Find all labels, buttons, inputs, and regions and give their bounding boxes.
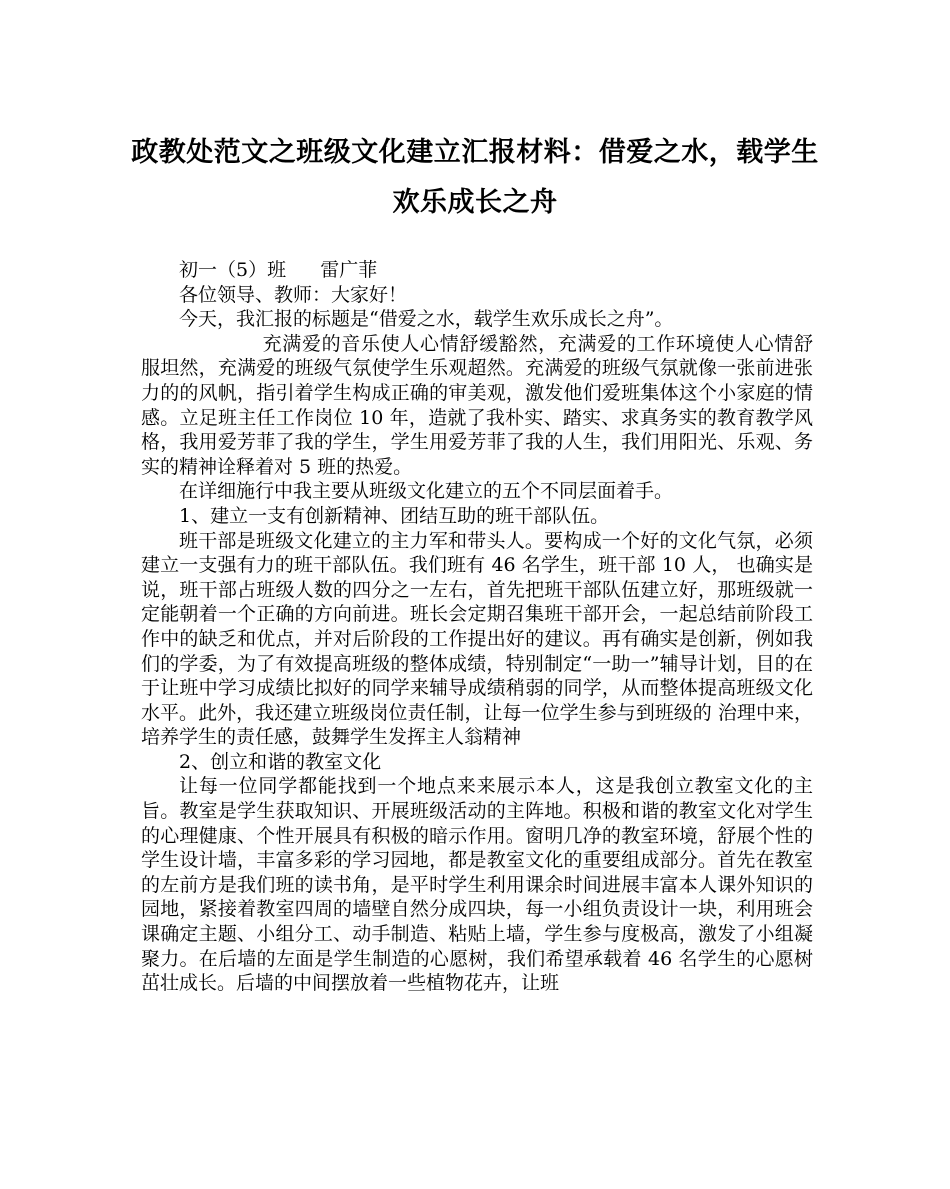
section-heading-1: 1、建立一支有创新精神、团结互助的班干部队伍。: [179, 504, 610, 527]
document-body: [141, 258, 813, 996]
section-heading-2: 2、创立和谐的教室文化: [179, 750, 382, 773]
byline-class: 初一（5）班: [179, 259, 287, 281]
paragraph-classroom-culture: 让每一位同学都能找到一个地点来来展示本人，这是我创立教室文化的主旨。教室是学生获取知识、开展班级活动的主阵地。积极和谐的教室文化对学生的心理健康、个性开展具有积极的暗示作用。窗明几净的教室环境，舒展个性的学生设计墙，丰富多彩的学习园地，都是教室文化的重要组成部分。首先在教室的左前方是我们班的读书角，是平时学生利用课余时间进展丰富本人课外知识的园地，紧接着教室四周的墙壁自然分成四块，每一小组负责设计一块，利用班会课确定主题、小组分工、动手制造、粘贴上墙，学生参与度极高，激发了小组凝聚力。在后墙的左面是学生制造的心愿树，我们希望承载着 46 名学生的心愿树茁壮成长。后墙的中间摆放着一些植物花卉，让班: [141, 775, 813, 995]
paragraph-overview: 在详细施行中我主要从班级文化建立的五个不同层面着手。: [179, 480, 674, 503]
document-title: 政教处范文之班级文化建立汇报材料：借爱之水，载学生欢乐成长之舟: [131, 137, 819, 218]
paragraph-topic: 今天，我汇报的标题是“借爱之水，载学生欢乐成长之舟”。: [179, 308, 674, 331]
paragraph-intro: 充满爱的音乐使人心情舒缓豁然，充满爱的工作环境使人心情舒服坦然，充满爱的班级气氛使学生乐观超然。充满爱的班级气氛就像一张前进张力的的风帆，指引着学生构成正确的审美观，激发他们爱班集体这个小家庭的情感。立足班主任工作岗位 10 年，造就了我朴实、踏实、求真务实的教育教学风格，我用爱芳菲了我的学生，学生用爱芳菲了我的人生，我们用阳光、乐观、务实的精神诠释着对 5 班的热爱。: [141, 332, 813, 478]
paragraph-greeting: 各位领导、教师：大家好！: [179, 283, 408, 306]
paragraph-class-cadre: 班干部是班级文化建立的主力军和带头人。要构成一个好的文化气氛，必须建立一支强有力的班干部队伍。我们班有 46 名学生，班干部 10 人， 也确实是说，班干部占班级人数的四分之一左右，首先把班干部队伍建立好，那班级就一定能朝着一个正确的方向前进。班长会定期召集班干部开会，一起总结前阶段工作中的缺乏和优点，并对后阶段的工作提出好的建议。再有确实是创新，例如我们的学委，为了有效提高班级的整体成绩，特别制定“一助一”辅导计划，目的在于让班中学习成绩比拟好的同学来辅导成绩稍弱的同学，从而整体提高班级文化水平。此外，我还建立班级岗位责任制，让每一位学生参与到班级的 治理中来，培养学生的责任感，鼓舞学生发挥主人翁精神: [141, 529, 813, 749]
byline: [141, 258, 813, 283]
byline-author: 雷广菲: [320, 259, 378, 281]
